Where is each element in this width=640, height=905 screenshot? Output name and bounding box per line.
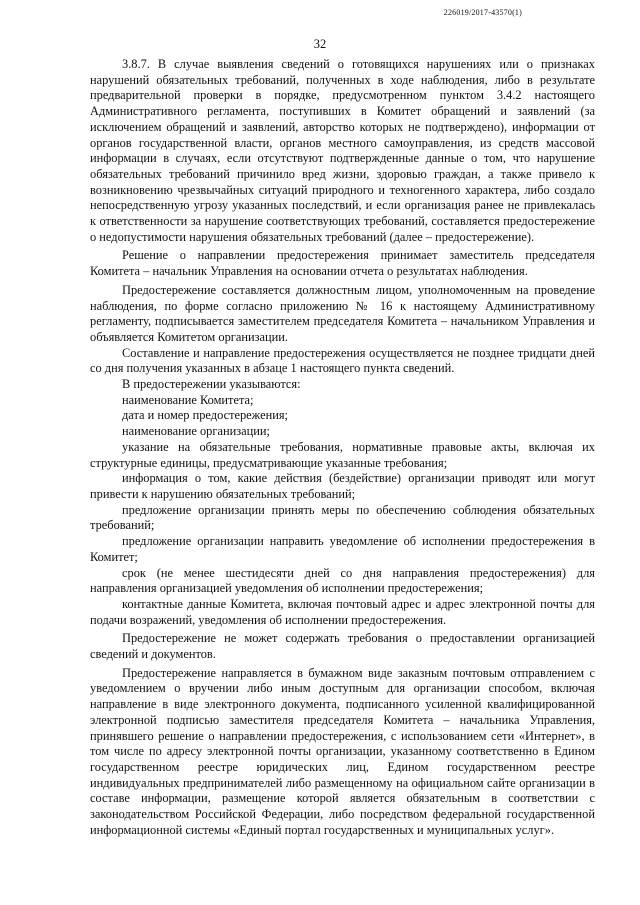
page-number: 32 xyxy=(313,37,327,51)
paragraph-contents-intro: В предостережении указываются: xyxy=(122,377,301,392)
document-body xyxy=(90,57,595,838)
paragraph-3-8-7: 3.8.7. В случае выявления сведений о готовящихся нарушениях или о признаках нарушений обязательных требований, полученных в ходе наблюдения, либо в результате предварительной проверки в порядке, предусмотренном пунктом 3.4.2 настоящего Административного регламента, поступивших в Комитет обращений и заявлений (за исключением обращений и заявлений, авторство которых не подтверждено), информации от органов государственной власти, органов местного самоуправления, из средств массовой информации в случаях, если отсутствуют подтвержденные данные о том, что нарушение обязательных требований причинило вред жизни, здоровью граждан, а также привело к возникновению чрезвычайных ситуаций природного и техногенного характера, либо создало непосредственную угрозу указанных последствий, и если организация ранее не привлекалась к ответственности за нарушение соответствующих требований, составляется предостережение о недопустимости нарушения обязательных требований (далее – предостережение). xyxy=(90,57,595,244)
paragraph-composition: Предостережение составляется должностным лицом, уполномоченным на проведение наблюдения, по форме согласно приложению № 16 к настоящему Административному регламенту, подписывается заместителем председателя Комитета – начальником Управления и объявляется Комитетом организации. xyxy=(90,282,595,344)
list-item-proposal-measures: предложение организации принять меры по обеспечению соблюдения обязательных требований; xyxy=(90,502,595,533)
paragraph-no-requirements: Предостережение не может содержать требования о предоставлении организацией сведений и документов. xyxy=(90,631,595,662)
paragraph-delivery: Предостережение направляется в бумажном виде заказным почтовым отправлением с уведомлением о вручении либо иным доступным для организации способом, включая направление в виде электронного документа, подписанного усиленной квалифицированной электронной подписью заместителя председателя Комитета – начальника Управления, принявшего решение о направлении предостережения, с использованием сети «Интернет», в том числе по адресу электронной почты организации, указанному соответственно в Едином государственном реестре юридических лиц, Едином государственном реестре индивидуальных предпринимателей либо размещенному на официальном сайте организации в составе информации, размещение которой является обязательным в соответствии с законодательством Российской Федерации, либо посредством федеральной государственной информационной системы «Единый портал государственных и муниципальных услуг». xyxy=(90,665,595,837)
list-item-committee-name: наименование Комитета; xyxy=(122,392,254,407)
list-item-actions-info: информация о том, какие действия (бездействие) организации приводят или могут привести к нарушению обязательных требований; xyxy=(90,471,595,501)
list-item-contacts: контактные данные Комитета, включая почтовый адрес и адрес электронной почты для подачи возражений, уведомления об исполнении предостережения. xyxy=(90,596,595,627)
list-item-requirements: указание на обязательные требования, нормативные правовые акты, включая их структурные единицы, предусматривающие указанные требования; xyxy=(90,439,595,470)
paragraph-deadline: Составление и направление предостережения осуществляется не позднее тридцати дней со дня получения указанных в абзаце 1 настоящего пункта сведений. xyxy=(90,345,595,376)
paragraph-decision: Решение о направлении предостережения принимает заместитель председателя Комитета – начальник Управления на основании отчета о результатах наблюдения. xyxy=(90,248,595,279)
list-item-proposal-notification: предложение организации направить уведомление об исполнении предостережения в Комитет; xyxy=(90,534,595,564)
list-item-term: срок (не менее шестидесяти дней со дня направления предостережения) для направления организацией уведомления об исполнении предостережения; xyxy=(90,565,595,596)
list-item-date-number: дата и номер предостережения; xyxy=(122,408,288,423)
document-registration-number: 226019/2017-43570(1) xyxy=(443,8,522,17)
list-item-organization-name: наименование организации; xyxy=(122,424,270,439)
